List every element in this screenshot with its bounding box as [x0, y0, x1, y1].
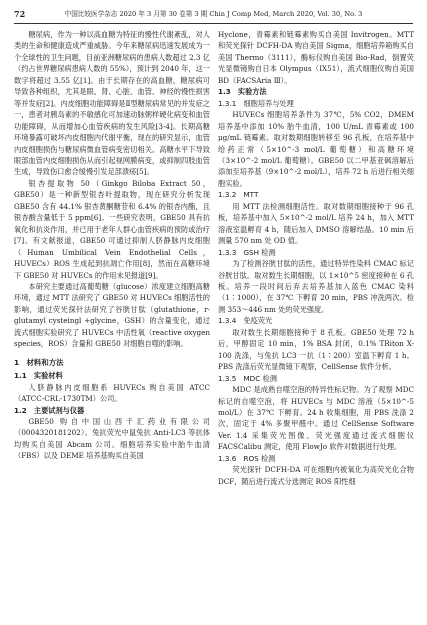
right-column [218, 29, 414, 619]
paragraph-1-3-1: HUVECs 细胞培养条件为 37℃，5% CO2，DMEM 培养基中添加 10% 胎牛血清，100 U/mL 青霉素或 100 μg/mL 链霉素。取对数期细胞转移至 96 孔板，在培养基中给药正常（5×10^-3 mol/L 葡萄糖）和高糖环境（3×10^-2 mol/L 葡萄糖）。GBE50 以二甲基亚砜溶解后添加至培养基（9×10^-2 mol/L），培养 72 h 后进行相关细胞实验。 [218, 110, 414, 188]
section-heading-materials-methods: 1 材料和方法 [14, 357, 64, 367]
journal-citation: 中国比较医学杂志 2020 年 3 月第 30 卷第 3 期 Chin J Comp Med, March 2020, Vol. 30, No. 3 [64, 10, 363, 18]
intro-paragraph-2: 银杏提取物 50（Ginkgo Biloba Extract 50，GBE50）是一种新型银杏叶提取物，现在研究分析发现 GBE50 含有 44.1% 银杏黄酮糖苷和 6.4% 的银杏内酯，且银杏酸含量低于 5 ppm[6]。一些研究表明，GBE50 具有抗氧化和抗炎作用，并已用于老年人群心血管疾病的预防或治疗[7]。有文献报道，GBE50 可通过抑制人脐静脉内皮细胞（Human Umbilical Vein Endothelial Cells，HUVECs）ROS 生成起到抗凋亡作用[8]，然而在高糖环境下 GBE50 对 HUVECs 的作用未见报道[9]。 [14, 178, 210, 280]
running-header [14, 8, 413, 20]
paragraph-1-2: GBE50 购自中国山西千汇药业有限公司（0004320181202）。兔抗荧光中鼠兔抗 Anti-LC3 等抗体均购买自美国 Abcam 公司。细胞培养实验中胎牛血清（FBS）以及 DEME 培养基购买自美国 [14, 416, 210, 461]
subsection-heading-1-2: 1.2 主要试剂与仪器 [14, 405, 85, 415]
paragraph-1-3-4: 取对数生长期细胞接种于 8 孔板。GBE50 处理 72 h 后，甲醇固定 10 min，1% BSA 封闭，0.1% TRiton X-100 洗涤，与兔抗 LC3 一抗（1∶200）室温下孵育 1 h。PBS 洗涤后荧光显微镜下观察，CellSense 软件分析。 [218, 327, 414, 372]
paragraph-1-3-6: 荧光探针 DCFH-DA 可在细胞内被氧化为高荧光化合物 DCF，随后进行流式分选测定 ROS 阳性细 [218, 465, 414, 486]
intro-paragraph-1: 糖尿病，作为一种以高血糖为特征的慢性代谢紊乱，对人类的生命和健康造成严重威胁。今年来糖尿病迅速发展成为一个全球性的卫生问题，目前亚洲糖尿病的患病人数超过 2.3 亿（约占世界糖尿病患病人数的 55%），预计到 2040 年，这一数字将超过 3.55 亿[1]。由于长期存在的高血糖，糖尿病可导致各种组织，尤其是眼、肾、心脏、血管、神经的慢性损害等并发症[2]。内皮细胞功能障碍是Ⅱ型糖尿病常见的并发症之一，患者对胰岛素的不敏感化可加速动脉粥样硬化病变和血管功能障碍，从而增加心血管疾病的发生风险[3-4]。长期高糖环境暴露可破坏内皮细胞内代谢平衡，现在的研究显示，血管内皮细胞损伤与糖尿病微血管病变密切相关。高糖水平下导致眼部血管内皮细胞损伤从而引起视网膜病变，或抑制四肢血管生成，导致伤口愈合缓慢引发足部溃疡[5]。 [14, 30, 210, 177]
paragraph-1-3-5: MDC 是成熟自噬空泡的特异性标记物。为了观察 MDC 标记的自噬空泡，将 HUVECs 与 MDC 溶液（5×10^-5 mol/L）在 37℃ 下孵育。24 h 收集细胞，用 PBS 洗涤 2 次，固定于 4% 多聚甲醛中。通过 CellSense Software Ver. 1.4 采集荧光图像。荧光强度通过流式细胞仪 FACSCalibu 测定，使用 FlowJo 软件对数据进行处理。 [218, 385, 414, 452]
header-rule [14, 23, 413, 24]
subsection-heading-1-3-2: 1.3.2 MTT [218, 190, 259, 200]
intro-paragraph-3: 本研究主要通过高葡萄糖（glucose）浓度建立细胞高糖环境，通过 MTT 法研究了 GBE50 对 HUVECs 细胞活性的影响，通过荧光探针法研究了谷胱甘肽（glutathione，r-glutamyl cysteingl +glycine，GSH）的含量变化，通过流式细胞实验研究了 HUVECs 中活性氧（reactive oxygen species，ROS）含量和 GBE50 对细胞自噬的影响。 [14, 281, 210, 349]
subsection-heading-1-3-1: 1.3.1 细胞培养与处理 [218, 98, 294, 108]
page-number: 72 [14, 9, 26, 19]
paragraph-1-2-continued: Hyclone，青霉素和链霉素购买自美国 Invitrogen。MTT 和荧光探针 DCFH-DA 购自美国 Sigma，细胞培养箱购买自美国 Thermo（3111），酶标仪购自美国 Bio-Rad，倒置荧光显微镜购自日本 Olympus（IX51），流式细胞仪购自美国 BD（FACSAria Ⅲ）。 [218, 30, 414, 85]
subsection-heading-1-3: 1.3 实验方法 [218, 87, 267, 97]
subsection-heading-1-3-6: 1.3.6 ROS 检测 [218, 453, 276, 463]
subsection-heading-1-3-3: 1.3.3 GSH 检测 [218, 247, 276, 257]
subsection-heading-1-3-5: 1.3.5 MDC 检测 [218, 373, 277, 383]
left-column [14, 29, 210, 619]
subsection-heading-1-3-4: 1.3.4 免疫荧光 [218, 316, 273, 326]
paragraph-1-3-3: 为了检测谷胱甘肽的活性，通过特异性染料 CMAC 标记谷胱甘肽。取对数生长期细胞，以 1×10^5 密度接种在 6 孔板。培养一段时间后弃去培养基加入蓝色 CMAC 染料（1∶1000），在 37℃ 下孵育 20 min，PBS 冲洗两次。检测 353～446 nm 处的荧光强度。 [218, 259, 414, 314]
paragraph-1-1: 人脐静脉内皮细胞系 HUVECs 购自美国 ATCC（ATCC-CRL-1730TM）公司。 [14, 382, 210, 404]
subsection-heading-1-1: 1.1 实验材料 [14, 371, 63, 381]
paragraph-1-3-2: 用 MTT 法检测细胞活性。取对数期细胞接种于 96 孔板，培养基中加入 5×10^-2 mol/L 培养 24 h，加入 MTT 溶液室温孵育 4 h，随后加入 DMSO 溶解结晶。10 min 后测量 570 nm 处 OD 值。 [218, 201, 414, 246]
